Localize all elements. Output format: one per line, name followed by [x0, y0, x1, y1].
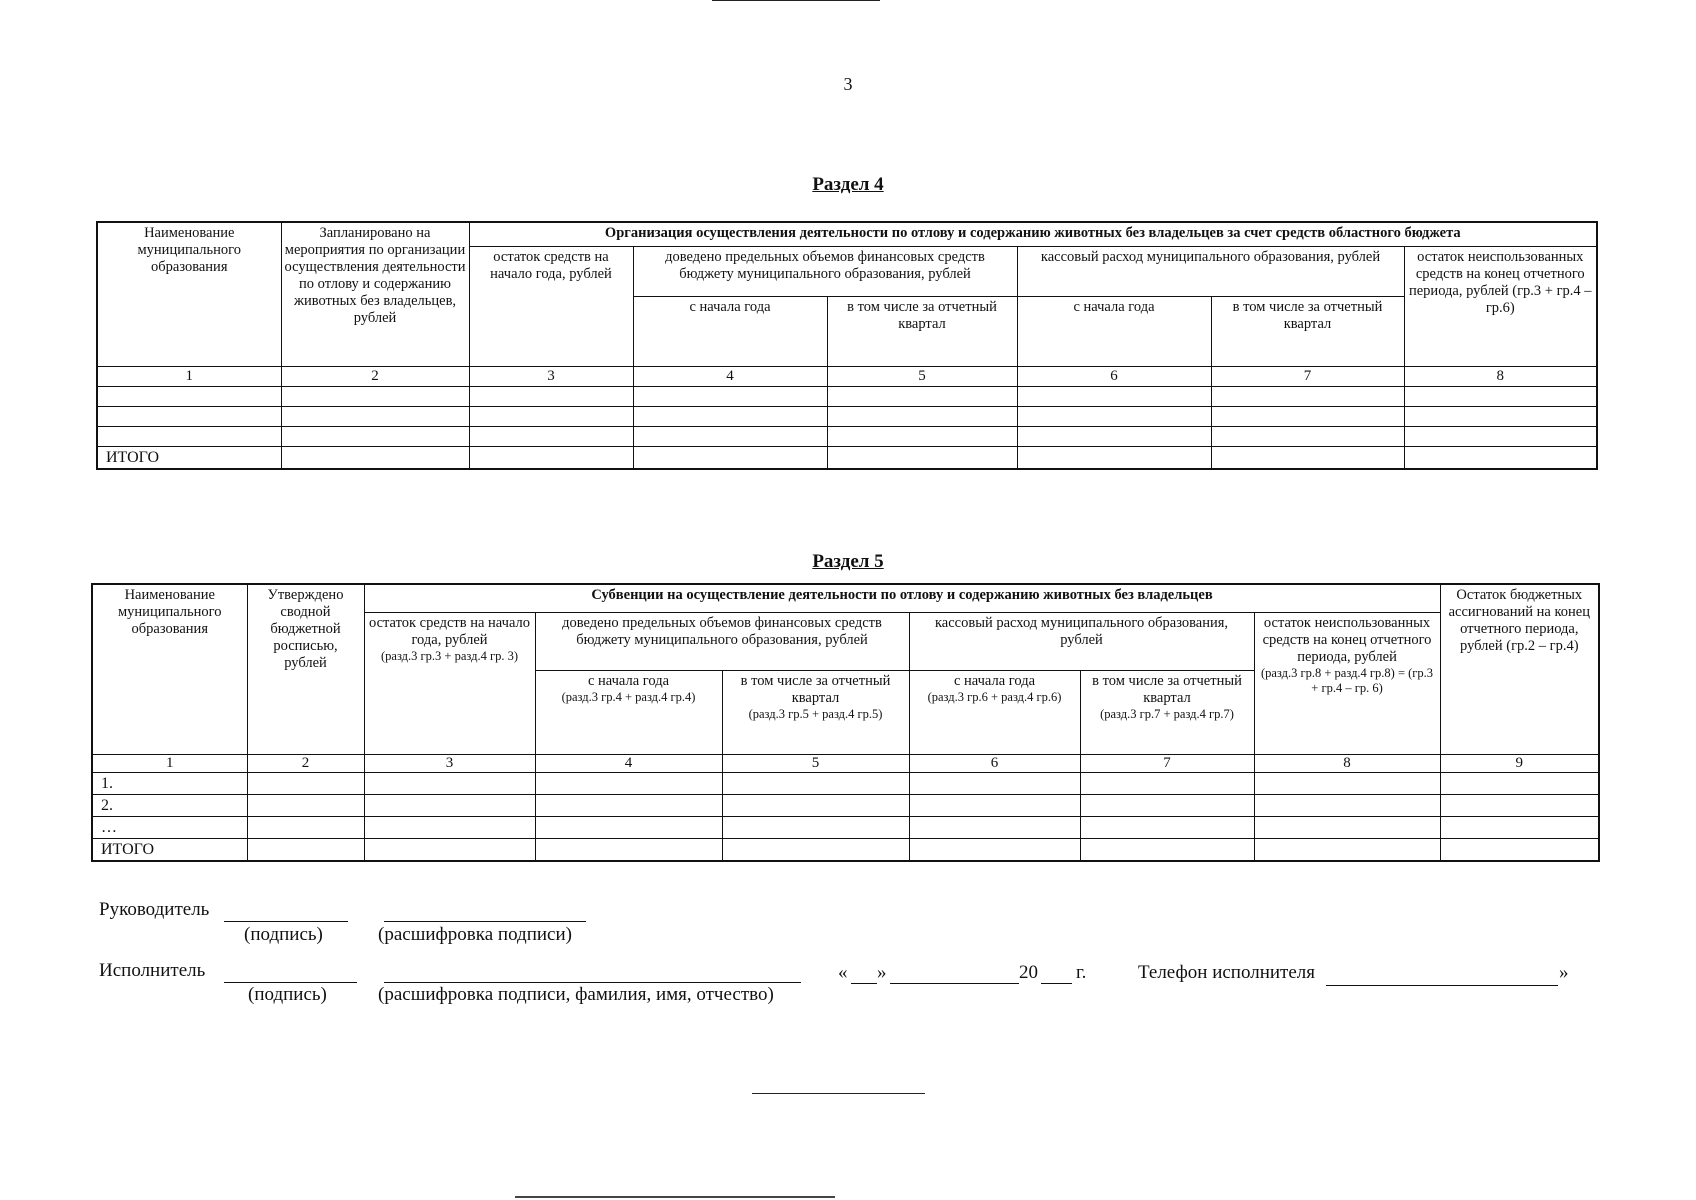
top-rule [712, 0, 880, 1]
table-cell[interactable] [633, 406, 827, 426]
s5-row-label: … [92, 816, 247, 838]
table-cell[interactable] [535, 816, 722, 838]
s4-col-number: 1 [97, 366, 281, 386]
head-decoding-line[interactable] [384, 921, 586, 922]
s5-col8-note: (разд.3 гр.8 + разд.4 гр.8) = (гр.3 + гр.4 – гр. 6) [1260, 665, 1434, 695]
s5-total-label: ИТОГО [92, 838, 247, 861]
table-cell[interactable] [633, 446, 827, 469]
s5-col-number: 1 [92, 754, 247, 772]
s4-header-limits: доведено предельных объемов финансовых средств бюджету муниципального образования, рублей [633, 246, 1017, 296]
s4-header-planned: Запланировано на мероприятия по организации осуществления деятельности по отлову и содержанию животных без владельцев, рублей [281, 222, 469, 366]
s5-col5-label: в том числе за отчетный квартал [740, 672, 891, 706]
table-cell[interactable] [97, 406, 281, 426]
s5-col-number: 4 [535, 754, 722, 772]
executor-label: Исполнитель [99, 960, 206, 981]
total-row [97, 446, 1597, 469]
s5-header-balance-end [1254, 612, 1440, 754]
table-row [92, 794, 1599, 816]
table-cell[interactable] [909, 772, 1080, 794]
table-cell[interactable] [633, 386, 827, 406]
table-cell[interactable] [722, 816, 909, 838]
table-cell[interactable] [1254, 838, 1440, 861]
table-cell[interactable] [827, 426, 1017, 446]
s4-col-number: 7 [1211, 366, 1404, 386]
table-cell[interactable] [1080, 794, 1254, 816]
table-cell[interactable] [281, 406, 469, 426]
date-year-prefix: 20 [1019, 962, 1038, 983]
s5-col7-label: в том числе за отчетный квартал [1092, 672, 1242, 706]
table-cell[interactable] [469, 406, 633, 426]
table-cell[interactable] [909, 838, 1080, 861]
executor-signature-caption: (подпись) [248, 984, 327, 1005]
table-cell[interactable] [535, 772, 722, 794]
date-open-quote: « [838, 962, 848, 983]
s5-header-cash-year [909, 670, 1080, 754]
s4-header-group: Организация осуществления деятельности по отлову и содержанию животных без владельцев за счет средств областного бюджета [469, 222, 1597, 246]
table-cell[interactable] [1080, 772, 1254, 794]
table-cell[interactable] [1017, 426, 1211, 446]
table-cell[interactable] [97, 426, 281, 446]
section-5-title: Раздел 5 [812, 551, 884, 572]
s5-header-limits: доведено предельных объемов финансовых средств бюджету муниципального образования, рублей [535, 612, 909, 670]
table-cell[interactable] [1211, 446, 1404, 469]
table-cell[interactable] [1080, 816, 1254, 838]
s4-header-municipality: Наименование муниципального образования [97, 222, 281, 366]
table-cell[interactable] [722, 838, 909, 861]
s4-header-cash-year: с начала года [1017, 296, 1211, 366]
s5-header-municipality: Наименование муниципального образования [92, 584, 247, 754]
s5-row-label: 2. [92, 794, 247, 816]
s4-header-balance-start: остаток средств на начало года, рублей [469, 246, 633, 366]
table-row [97, 426, 1597, 446]
date-month-line[interactable] [890, 983, 1019, 984]
table-cell[interactable] [97, 386, 281, 406]
table-row [92, 816, 1599, 838]
s5-col8-label: остаток неиспользованных средств на конец отчетного периода, рублей [1262, 614, 1432, 665]
table-cell[interactable] [1440, 838, 1599, 861]
table-row [92, 772, 1599, 794]
s4-header-cash-quarter: в том числе за отчетный квартал [1211, 296, 1404, 366]
s5-col-number: 3 [364, 754, 535, 772]
s5-col-number: 7 [1080, 754, 1254, 772]
date-close-quote: » [877, 962, 887, 983]
table-cell[interactable] [281, 386, 469, 406]
table-cell[interactable] [827, 386, 1017, 406]
table-cell[interactable] [535, 838, 722, 861]
s5-col5-note: (разд.3 гр.5 + разд.4 гр.5) [748, 706, 883, 721]
s5-header-group: Субвенции на осуществление деятельности по отлову и содержанию животных без владельцев [364, 584, 1440, 612]
table-cell[interactable] [535, 794, 722, 816]
end-rule [752, 1093, 925, 1094]
s4-header-limits-year: с начала года [633, 296, 827, 366]
s5-header-limits-quarter [722, 670, 909, 754]
phone-label: Телефон исполнителя [1138, 962, 1315, 983]
s4-col-number: 8 [1404, 366, 1597, 386]
s4-col-number: 6 [1017, 366, 1211, 386]
s5-header-limits-year [535, 670, 722, 754]
s5-col7-note: (разд.3 гр.7 + разд.4 гр.7) [1100, 706, 1234, 721]
table-cell[interactable] [1404, 386, 1597, 406]
s5-header-cash: кассовый расход муниципального образования, рублей [909, 612, 1254, 670]
head-signature-caption: (подпись) [244, 924, 323, 945]
s5-col4-label: с начала года [587, 672, 670, 689]
s4-header-cash: кассовый расход муниципального образования, рублей [1017, 246, 1404, 296]
phone-line[interactable] [1326, 985, 1558, 986]
section-4-title: Раздел 4 [812, 174, 884, 195]
table-cell[interactable] [1254, 794, 1440, 816]
table-cell[interactable] [909, 816, 1080, 838]
table-cell[interactable] [827, 406, 1017, 426]
table-cell[interactable] [247, 816, 364, 838]
table-cell[interactable] [1211, 406, 1404, 426]
table-cell[interactable] [469, 426, 633, 446]
date-year-suffix: г. [1076, 962, 1087, 983]
s5-header-cash-quarter [1080, 670, 1254, 754]
executor-decoding-caption: (расшифровка подписи, фамилия, имя, отчество) [378, 984, 774, 1005]
s4-col-number: 3 [469, 366, 633, 386]
section-5-table [91, 583, 1600, 862]
s5-row-label: 1. [92, 772, 247, 794]
table-cell[interactable] [722, 794, 909, 816]
s4-col-number: 4 [633, 366, 827, 386]
table-cell[interactable] [1440, 794, 1599, 816]
s5-col-number: 2 [247, 754, 364, 772]
table-cell[interactable] [1254, 816, 1440, 838]
head-decoding-caption: (расшифровка подписи) [378, 924, 572, 945]
page-number: 3 [843, 74, 853, 94]
table-cell[interactable] [633, 426, 827, 446]
s4-col-number: 5 [827, 366, 1017, 386]
table-cell[interactable] [281, 446, 469, 469]
s4-col-number: 2 [281, 366, 469, 386]
s5-col3-label: остаток средств на начало года, рублей [368, 614, 530, 648]
table-cell[interactable] [1404, 446, 1597, 469]
table-cell[interactable] [247, 772, 364, 794]
scan-artifact-line [515, 1196, 835, 1198]
table-cell[interactable] [1211, 386, 1404, 406]
s5-col-number: 5 [722, 754, 909, 772]
table-cell[interactable] [364, 838, 535, 861]
s4-header-limits-quarter: в том числе за отчетный квартал [827, 296, 1017, 366]
table-cell[interactable] [364, 816, 535, 838]
table-cell[interactable] [1211, 426, 1404, 446]
table-cell[interactable] [909, 794, 1080, 816]
table-cell[interactable] [281, 426, 469, 446]
s5-header-approved: Утверждено сводной бюджетной росписью, рублей [247, 584, 364, 754]
section-4-table [96, 221, 1598, 470]
table-cell[interactable] [722, 772, 909, 794]
s5-col6-label: с начала года [953, 672, 1036, 689]
executor-decoding-line[interactable] [384, 982, 801, 983]
s5-col3-note: (разд.3 гр.3 + разд.4 гр. 3) [381, 648, 518, 663]
total-row [92, 838, 1599, 861]
s5-col4-note: (разд.3 гр.4 + разд.4 гр.4) [561, 689, 696, 704]
s4-total-label: ИТОГО [97, 446, 281, 469]
table-cell[interactable] [364, 772, 535, 794]
table-cell[interactable] [1440, 816, 1599, 838]
date-day-line[interactable] [851, 983, 877, 984]
s5-col-number: 8 [1254, 754, 1440, 772]
table-cell[interactable] [1017, 406, 1211, 426]
head-signature-line[interactable] [224, 921, 348, 922]
table-cell[interactable] [1017, 386, 1211, 406]
executor-signature-line[interactable] [224, 982, 357, 983]
table-cell[interactable] [1404, 426, 1597, 446]
table-cell[interactable] [364, 794, 535, 816]
table-cell[interactable] [1254, 772, 1440, 794]
table-row [97, 386, 1597, 406]
table-cell[interactable] [247, 794, 364, 816]
table-cell[interactable] [1404, 406, 1597, 426]
table-cell[interactable] [469, 446, 633, 469]
date-year-line[interactable] [1041, 983, 1072, 984]
s5-col-number: 6 [909, 754, 1080, 772]
s5-header-balance-start [364, 612, 535, 754]
table-cell[interactable] [1440, 772, 1599, 794]
s4-header-balance-end: остаток неиспользованных средств на конец отчетного периода, рублей (гр.3 + гр.4 – гр.6) [1404, 246, 1597, 366]
phone-close-quote: » [1559, 962, 1569, 983]
table-cell[interactable] [1017, 446, 1211, 469]
table-cell[interactable] [827, 446, 1017, 469]
head-label: Руководитель [99, 899, 210, 920]
table-cell[interactable] [469, 386, 633, 406]
table-row [97, 406, 1597, 426]
table-cell[interactable] [1080, 838, 1254, 861]
table-cell[interactable] [247, 838, 364, 861]
s5-col-number: 9 [1440, 754, 1599, 772]
s5-col6-note: (разд.3 гр.6 + разд.4 гр.6) [927, 689, 1062, 704]
s5-header-remaining-allocations: Остаток бюджетных ассигнований на конец отчетного периода, рублей (гр.2 – гр.4) [1440, 584, 1599, 754]
